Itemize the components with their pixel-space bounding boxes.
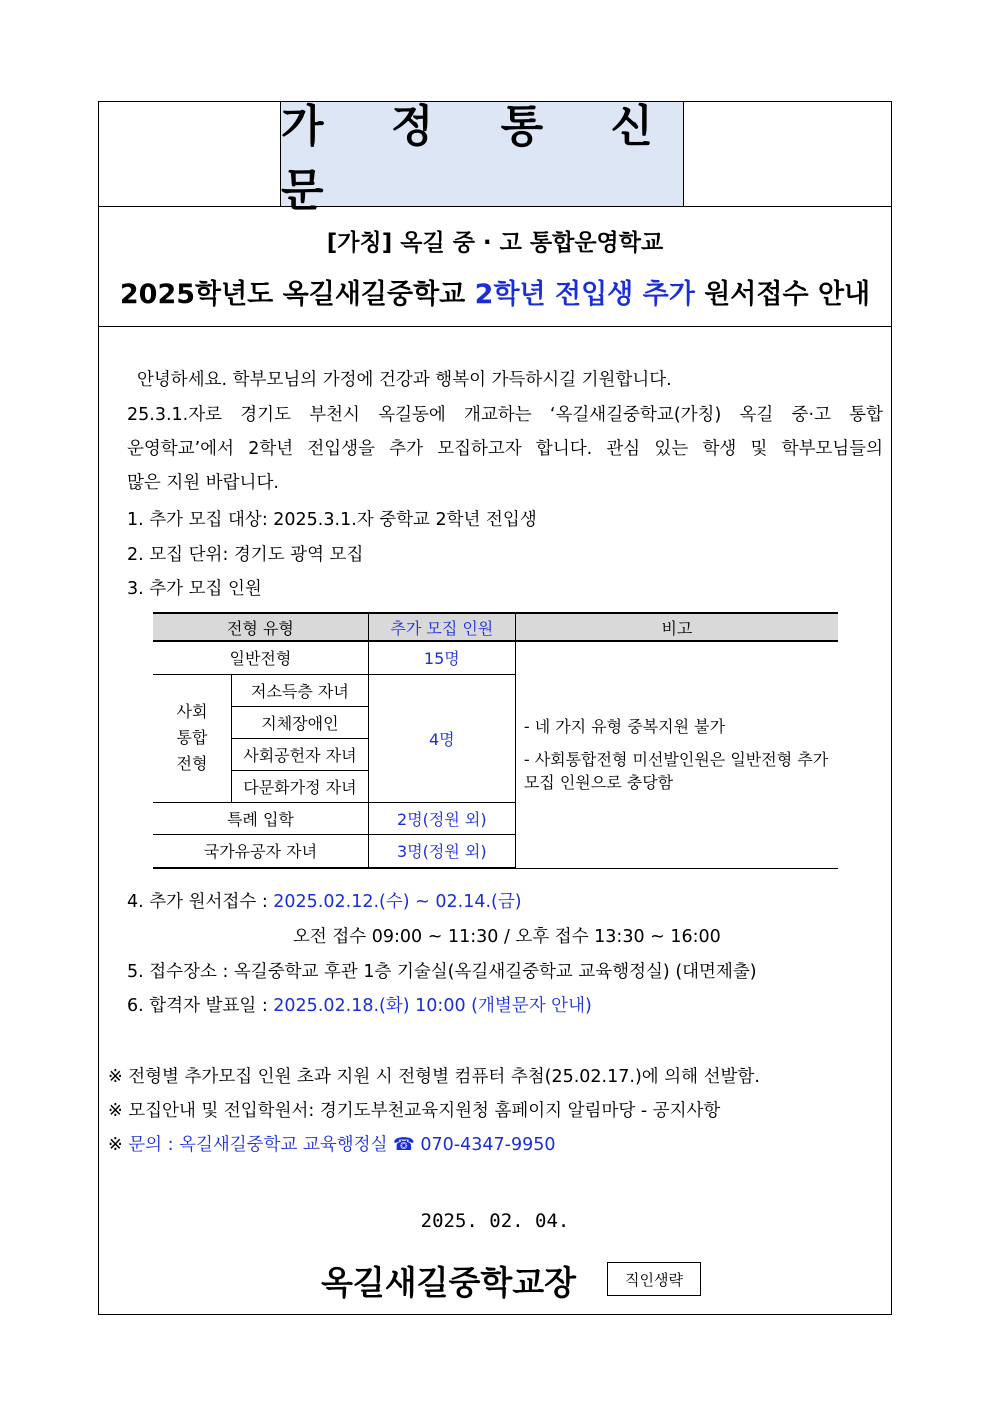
item-unit: 2. 모집 단위: 경기도 광역 모집 (127, 545, 364, 565)
note-mark: ※ (108, 1135, 129, 1155)
header-type: 전형 유형 (153, 613, 368, 641)
veteran-type: 국가유공자 자녀 (153, 834, 368, 868)
subject-highlight: 2학년 전입생 추가 (474, 279, 695, 310)
general-count: 15명 (368, 641, 515, 674)
notice-frame (98, 101, 892, 1315)
subject-part-a: 2025학년도 옥길새길중학교 (119, 279, 475, 310)
paragraph-line-3: 많은 지원 바랍니다. (127, 473, 279, 493)
item-target: 1. 추가 모집 대상: 2025.3.1.자 중학교 2학년 전입생 (127, 510, 537, 530)
remark-cell (515, 641, 838, 868)
item-location: 5. 접수장소 : 옥길중학교 후관 1층 기술실(옥길새길중학교 교육행정실) (대면제출) (127, 962, 757, 982)
application-dates: 2025.02.12.(수) ~ 02.14.(금) (273, 892, 522, 912)
note-lottery: ※ 전형별 추가모집 인원 초과 지원 시 전형별 컴퓨터 추첨(25.02.17.)에 의해 선발함. (108, 1067, 760, 1087)
greeting-text: 안녕하세요. 학부모님의 가정에 건강과 행복이 가득하시길 기원합니다. (137, 370, 672, 390)
divider (99, 326, 891, 327)
school-name: [가칭] 옥길 중 · 고 통합운영학교 (326, 230, 664, 256)
header-count: 추가 모집 인원 (368, 613, 515, 641)
issue-date: 2025. 02. 04. (420, 1210, 570, 1232)
social-subtype: 다문화가정 자녀 (232, 770, 369, 802)
general-type: 일반전형 (153, 641, 368, 674)
principal-signature: 옥길새길중학교장 (321, 1263, 577, 1302)
paragraph-line-2: 운영학교’에서 2학년 전입생을 추가 모집하고자 합니다. 관심 있는 학생 및 학부모님들의 (127, 439, 883, 459)
application-label: 4. 추가 원서접수 : (127, 892, 274, 912)
title-box (280, 101, 684, 216)
divider (99, 206, 891, 207)
notice-subject (99, 272, 891, 311)
table-row (153, 641, 838, 674)
announcement-date: 2025.02.18.(화) 10:00 (개별문자 안내) (273, 996, 592, 1016)
social-count: 4명 (368, 674, 515, 802)
item-announcement (127, 992, 592, 1017)
contact-text: 문의 : 옥길새길중학교 교육행정실 ☎ 070-4347-9950 (128, 1135, 556, 1155)
social-subtype: 지체장애인 (232, 706, 369, 738)
special-type: 특례 입학 (153, 802, 368, 834)
announcement-label: 6. 합격자 발표일 : (127, 996, 274, 1016)
quota-table (153, 612, 838, 869)
item-application-period (127, 888, 522, 913)
note-contact (108, 1131, 556, 1156)
remark-2: - 사회통합전형 미선발인원은 일반전형 추가 모집 인원으로 충당함 (523, 750, 829, 793)
social-group: 사회 통합 전형 (153, 674, 232, 802)
application-hours: 오전 접수 09:00 ~ 11:30 / 오후 접수 13:30 ~ 16:00 (293, 927, 721, 947)
paragraph-line-1: 25.3.1.자로 경기도 부천시 옥길동에 개교하는 ‘옥길새길중학교(가칭) 옥길 중·고 통합 (127, 405, 883, 425)
seal-omitted-box: 직인생략 (607, 1262, 701, 1296)
table-header-row (153, 613, 838, 641)
social-subtype: 저소득층 자녀 (232, 674, 369, 706)
item-quota: 3. 추가 모집 인원 (127, 579, 262, 599)
page-title: 가 정 통 신 문 (281, 101, 679, 216)
subject-part-c: 원서접수 안내 (694, 279, 871, 310)
social-subtype: 사회공헌자 자녀 (232, 738, 369, 770)
veteran-count: 3명(정원 외) (368, 834, 515, 868)
remark-1: - 네 가지 유형 중복지원 불가 (523, 717, 726, 737)
header-remark: 비고 (515, 613, 838, 641)
note-forms: ※ 모집안내 및 전입학원서: 경기도부천교육지원청 홈페이지 알림마당 - 공지사항 (108, 1101, 721, 1121)
special-count: 2명(정원 외) (368, 802, 515, 834)
